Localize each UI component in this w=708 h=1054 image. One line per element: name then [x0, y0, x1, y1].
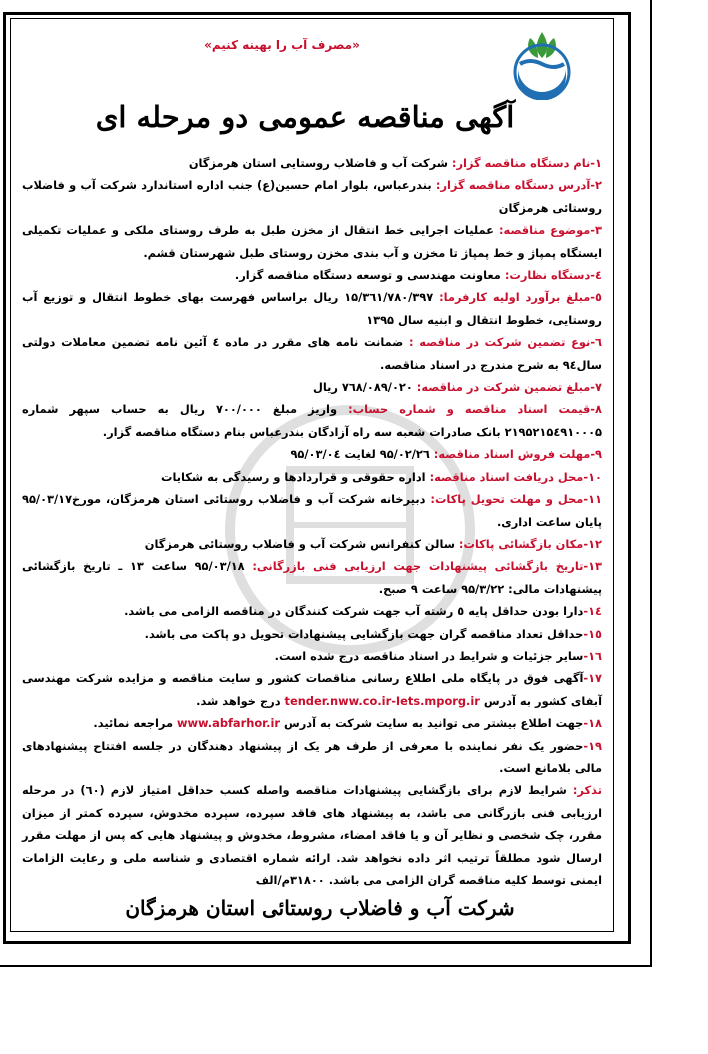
item-value: ضمانت نامه های مقرر در ماده ٤ آئین نامه تضمین معاملات دولتی سال۹٤ به شرح مندرج در اسناد مناقصه. [22, 335, 602, 372]
item-label: ۹-مهلت فروش اسناد مناقصه: [433, 447, 602, 462]
item-value: سایر جزئیات و شرایط در اسناد مناقصه درج شده است. [274, 648, 584, 663]
item-label: ۱۲-مکان بازگشائی پاکات: [458, 536, 602, 551]
item-label: ۱٥- [583, 626, 602, 641]
item-value: دبیرخانه شرکت آب و فاضلاب روستائی استان هرمزگان، مورخ۹۵/۰۳/۱۷ پایان ساعت اداری. [22, 492, 602, 529]
note-label: تذکر: [572, 783, 602, 798]
item-value: اداره حقوقی و قراردادها و رسیدگی به شکایات [161, 469, 430, 484]
item-9 [22, 443, 602, 465]
item-label: ٥-مبلغ برآورد اولیه کارفرما: [439, 290, 602, 305]
item-6 [22, 331, 602, 376]
item-value: ۱۵/۳٦۱/۷۸۰/۳۹۷ ریال براساس فهرست بهای خطوط انتقال و توزیع آب روستایی، خطوط انتقال و ابنیه سال ۱۳۹۵ [22, 290, 602, 327]
item-label: ۱۸- [583, 716, 602, 731]
item-19 [22, 735, 602, 780]
item-10 [22, 466, 602, 488]
item-7 [22, 376, 602, 398]
item-label: ۱٤- [583, 604, 602, 619]
item-label: ۱-نام دستگاه مناقصه گزار: [451, 156, 602, 170]
item-2 [22, 174, 602, 219]
page-title: آگهی مناقصه عمومی دو مرحله ای [95, 100, 515, 134]
item-16 [22, 645, 602, 667]
item-8 [22, 398, 602, 443]
item-label: ۱٦- [583, 648, 602, 663]
item-value: آگهی فوق در پایگاه ملی اطلاع رسانی مناقصات کشور و سایت مناقصه و مزایده شرکت مهندسی آبفای کشور به آدرس [22, 671, 602, 708]
item-label: ۱۳-تاریخ بازگشائی پیشنهادات جهت ارزیابی فنی بازرگانی: [252, 559, 603, 574]
item-value: سالن کنفرانس شرکت آب و فاضلاب روستائی هرمزگان [144, 536, 459, 551]
item-13 [22, 555, 602, 600]
item-value: ۷٦۸/۰۸۹/۰۲۰ ریال [312, 380, 417, 395]
item-5 [22, 286, 602, 331]
footer-company-name: شرکت آب و فاضلاب روستائی استان هرمزگان [125, 896, 515, 920]
item-value: واریز مبلغ ۷۰۰/۰۰۰ ریال به حساب سپهر شماره ۲۱۹۵۲۱۵٤۹۱۰۰۰۵ بانک صادرات شعبه سه راه آزادگان بندرعباس بنام دستگاه مناقصه گزار. [22, 402, 602, 439]
item-12 [22, 533, 602, 555]
water-company-logo-icon [510, 28, 574, 100]
item-label: ٤-دستگاه نظارت: [504, 268, 602, 283]
note [22, 779, 602, 891]
item-label: ۷-مبلغ تضمین شرکت در مناقصه: [416, 380, 602, 395]
item-value: حداقل تعداد مناقصه گران جهت بازگشایی پیشنهادات تحویل دو پاکت می باشد. [144, 626, 584, 641]
item-value: عملیات اجرایی خط انتقال از مخزن طبل به طرف روستای ملکی و عملیات تکمیلی ایستگاه پمپاژ و خط پمپاژ تا مخزن و آب بندی مخزن روستای طبل شهرستان قشم. [22, 223, 602, 260]
item-value: معاونت مهندسی و توسعه دستگاه مناقصه گزار. [234, 268, 505, 283]
company-site-link[interactable]: www.abfarhor.ir [176, 716, 281, 731]
item-4 [22, 264, 602, 286]
item-17 [22, 667, 602, 712]
item-label: ۱۰-محل دریافت اسناد مناقصه: [429, 469, 602, 484]
item-label: ۱۷- [583, 671, 602, 686]
item-value-tail: درج خواهد شد. [196, 693, 285, 708]
item-value: جهت اطلاع بیشتر می توانید به سایت شرکت به آدرس [280, 716, 584, 731]
item-value: حضور یک نفر نماینده با معرفی از طرف هر یک از پیشنهاد دهندگان در جلسه افتتاح پیشنهادهای مالی بلامانع است. [22, 738, 602, 775]
item-label: ۱۹- [583, 738, 602, 753]
item-3 [22, 219, 602, 264]
tender-site-link[interactable]: tender.nww.co.ir-Iets.mporg.ir [284, 693, 480, 708]
item-value-tail: مراجعه نمائید. [93, 716, 177, 731]
item-value: ۹۵/۰۲/۲٦ لغایت ۹۵/۰۳/۰٤ [290, 447, 434, 462]
item-11 [22, 488, 602, 533]
item-value: ۹۵/۰۳/۱۸ ساعت ۱۳ ـ تاریخ بازگشائی پیشنهادات مالی: ۹۵/۳/۲۲ ساعت ۹ صبح. [22, 559, 602, 596]
item-value: شرکت آب و فاضلاب روستایی استان هرمزگان [188, 156, 452, 170]
note-value: شرایط لازم برای بازگشایی پیشنهادات مناقصه واصله کسب حداقل امتیاز لازم (٦۰) در مرحله ارزیابی فنی بازرگانی می باشد، به پیشنهاد های فاقد سپرده، سپرده مخدوش، سپرده کمتر از میزان مقرر، چک شخصی و نظایر آن و یا فاقد امضاء، مشروط، مخدوش و پیشنهاد هایی که پس از مهلت مقرر ارسال شود مطلقاً ترتیب اثر داده نخواهد شد. ارائه شماره اقتصادی و شناسه ملی و رعایت الزامات ایمنی توسط کلیه مناقصه گران الزامی می باشد. ۳۱۸۰۰م/الف [22, 783, 602, 887]
item-label: ۳-موضوع مناقصه: [499, 223, 602, 238]
item-label: ۱۱-محل و مهلت تحویل پاکات: [430, 492, 602, 507]
item-value: بندرعباس، بلوار امام حسین(ع) جنب اداره استاندارد شرکت آب و فاضلاب روستائی هرمزگان [22, 178, 602, 215]
item-18 [22, 712, 602, 734]
tender-items [22, 152, 602, 891]
slogan: «مصرف آب را بهینه کنیم» [204, 38, 360, 52]
item-1 [22, 152, 602, 174]
item-14 [22, 600, 602, 622]
item-label: ۸-قیمت اسناد مناقصه و شماره حساب: [348, 402, 602, 417]
item-label: ٦-نوع تضمین شرکت در مناقصه : [409, 335, 602, 350]
item-15 [22, 623, 602, 645]
item-value: دارا بودن حداقل پایه ٥ رشته آب جهت شرکت کنندگان در مناقصه الزامی می باشد. [124, 604, 584, 619]
item-label: ۲-آدرس دستگاه مناقصه گزار: [435, 178, 602, 193]
